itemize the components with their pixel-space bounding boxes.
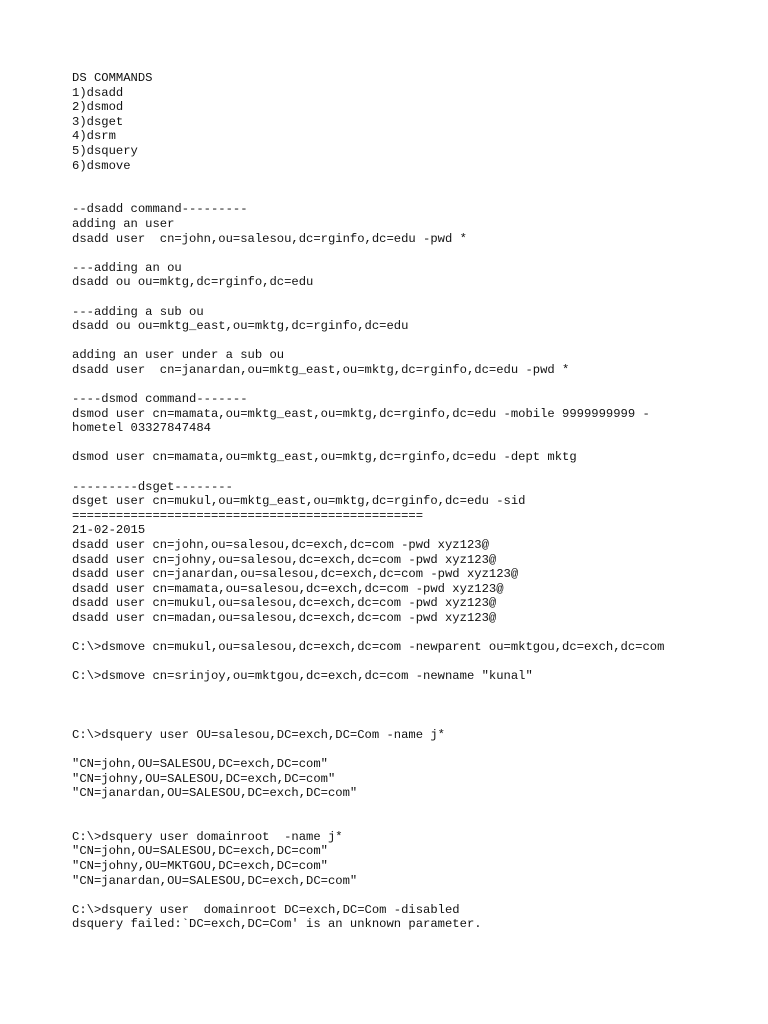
blank-line <box>72 888 752 903</box>
text-line: C:\>dsmove cn=srinjoy,ou=mktgou,dc=exch,dc=com -newname "kunal" <box>72 669 533 684</box>
blank-line <box>72 815 752 830</box>
text-line: dsmod user cn=mamata,ou=mktg_east,ou=mktg,dc=rginfo,dc=edu -mobile 9999999999 - <box>72 406 650 421</box>
text-line: C:\>dsquery user OU=salesou,DC=exch,DC=Com -name j* <box>72 727 445 742</box>
text-line: 1)dsadd <box>72 85 124 100</box>
blank-line <box>72 713 752 728</box>
blank-line <box>72 436 752 451</box>
text-line: 4)dsrm <box>72 129 116 144</box>
text-line: C:\>dsquery user domainroot -name j* <box>72 829 343 844</box>
blank-line <box>72 246 752 261</box>
text-line: "CN=john,OU=SALESOU,DC=exch,DC=com" <box>72 844 328 859</box>
blank-line <box>72 465 752 480</box>
blank-line <box>72 742 752 757</box>
text-line: dsadd user cn=mamata,ou=salesou,dc=exch,dc=com -pwd xyz123@ <box>72 581 504 596</box>
blank-line <box>72 377 752 392</box>
text-line: dsadd user cn=john,ou=salesou,dc=rginfo,dc=edu -pwd * <box>72 231 467 246</box>
blank-line <box>72 699 752 714</box>
text-line: dsmod user cn=mamata,ou=mktg_east,ou=mktg,dc=rginfo,dc=edu -dept mktg <box>72 450 577 465</box>
text-line: "CN=janardan,OU=SALESOU,DC=exch,DC=com" <box>72 873 358 888</box>
text-line: dsadd ou ou=mktg_east,ou=mktg,dc=rginfo,dc=edu <box>72 319 409 334</box>
blank-line <box>72 173 752 188</box>
text-line: dsadd user cn=janardan,ou=mktg_east,ou=mktg,dc=rginfo,dc=edu -pwd * <box>72 362 570 377</box>
text-line: adding an user under a sub ou <box>72 348 285 363</box>
text-line: ----dsmod command------- <box>72 392 248 407</box>
text-line: dsget user cn=mukul,ou=mktg_east,ou=mktg,dc=rginfo,dc=edu -sid <box>72 494 526 509</box>
blank-line <box>72 290 752 305</box>
text-line: dsadd ou ou=mktg,dc=rginfo,dc=edu <box>72 275 314 290</box>
text-line: dsquery failed:`DC=exch,DC=Com' is an unknown parameter. <box>72 917 482 932</box>
text-line: --dsadd command--------- <box>72 202 248 217</box>
text-line: ---adding a sub ou <box>72 304 204 319</box>
text-line: hometel 03327847484 <box>72 421 211 436</box>
text-line: C:\>dsquery user domainroot DC=exch,DC=Com -disabled <box>72 902 460 917</box>
blank-line <box>72 334 752 349</box>
blank-line <box>72 684 752 699</box>
text-line: DS COMMANDS <box>72 71 153 85</box>
text-line: 2)dsmod <box>72 100 124 115</box>
text-line: adding an user <box>72 216 175 231</box>
text-line: "CN=johny,OU=MKTGOU,DC=exch,DC=com" <box>72 859 328 874</box>
text-line: dsadd user cn=janardan,ou=salesou,dc=exch,dc=com -pwd xyz123@ <box>72 567 519 582</box>
text-line: 5)dsquery <box>72 143 138 158</box>
blank-line <box>72 801 752 816</box>
text-line: ---------dsget-------- <box>72 479 233 494</box>
blank-line <box>72 188 752 203</box>
text-line: 6)dsmove <box>72 158 131 173</box>
text-line: "CN=john,OU=SALESOU,DC=exch,DC=com" <box>72 756 328 771</box>
text-line: dsadd user cn=johny,ou=salesou,dc=exch,dc=com -pwd xyz123@ <box>72 552 497 567</box>
text-line: dsadd user cn=mukul,ou=salesou,dc=exch,dc=com -pwd xyz123@ <box>72 596 497 611</box>
text-line: 21-02-2015 <box>72 523 146 538</box>
document-text <box>72 71 752 932</box>
text-line: "CN=johny,OU=SALESOU,DC=exch,DC=com" <box>72 771 336 786</box>
blank-line <box>72 655 752 670</box>
text-line: C:\>dsmove cn=mukul,ou=salesou,dc=exch,dc=com -newparent ou=mktgou,dc=exch,dc=com <box>72 640 665 655</box>
text-line: dsadd user cn=madan,ou=salesou,dc=exch,dc=com -pwd xyz123@ <box>72 610 497 625</box>
text-line: ================================================ <box>72 508 424 523</box>
text-line: 3)dsget <box>72 114 124 129</box>
blank-line <box>72 626 752 641</box>
text-line: ---adding an ou <box>72 260 182 275</box>
text-line: "CN=janardan,OU=SALESOU,DC=exch,DC=com" <box>72 786 358 801</box>
text-line: dsadd user cn=john,ou=salesou,dc=exch,dc=com -pwd xyz123@ <box>72 538 489 552</box>
